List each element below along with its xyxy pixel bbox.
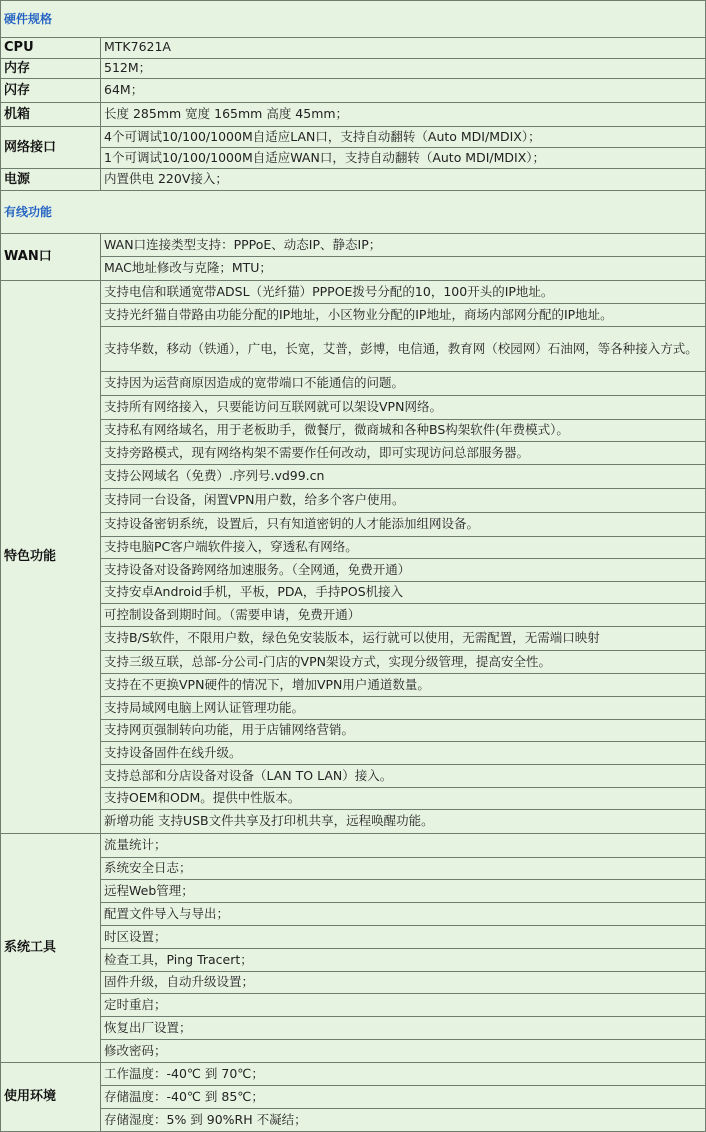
row-value-tools: 固件升级，自动升级设置；	[101, 972, 706, 994]
section-row-wired	[1, 191, 706, 234]
row-label-environment: 使用环境	[1, 1063, 101, 1132]
table-row	[1, 537, 706, 559]
row-label-features: 特色功能	[1, 281, 101, 834]
row-value-features: 支持因为运营商原因造成的宽带端口不能通信的问题。	[101, 372, 706, 396]
table-row	[1, 903, 706, 926]
row-value-features: 支持在不更换VPN硬件的情况下，增加VPN用户通道数量。	[101, 674, 706, 697]
row-value-features: 支持设备密钥系统，设置后，只有知道密钥的人才能添加组网设备。	[101, 513, 706, 537]
row-value-features: 支持电信和联通宽带ADSL（光纤猫）PPPOE拨号分配的10，100开头的IP地址。	[101, 281, 706, 304]
table-row	[1, 697, 706, 720]
table-row	[1, 765, 706, 788]
row-value-features: 支持网页强制转向功能，用于店铺网络营销。	[101, 720, 706, 742]
table-row	[1, 1086, 706, 1109]
row-value-features: 支持局域网电脑上网认证管理功能。	[101, 697, 706, 720]
row-value-features: 支持私有网络域名，用于老板助手，微餐厅，微商城和各种BS构架软件(年费模式）。	[101, 420, 706, 442]
row-value-features: 支持安卓Android手机，平板，PDA，手持POS机接入	[101, 582, 706, 604]
table-row	[1, 79, 706, 103]
table-row	[1, 880, 706, 903]
row-value-features: 支持光纤猫自带路由功能分配的IP地址，小区物业分配的IP地址，商场内部网分配的IP地址。	[101, 304, 706, 327]
table-row	[1, 582, 706, 604]
table-row	[1, 926, 706, 949]
table-row	[1, 559, 706, 582]
row-value-features: 支持OEM和ODM。提供中性版本。	[101, 788, 706, 810]
row-label-tools: 系统工具	[1, 834, 101, 1063]
section-title-wired: 有线功能	[4, 204, 53, 219]
table-row	[1, 788, 706, 810]
row-value-features: 支持总部和分店设备对设备（LAN TO LAN）接入。	[101, 765, 706, 788]
table-row	[1, 674, 706, 697]
table-row	[1, 148, 706, 169]
table-row	[1, 234, 706, 257]
table-row	[1, 169, 706, 191]
row-value-environment: 存储温度：-40℃ 到 85℃；	[101, 1086, 706, 1109]
table-row	[1, 38, 706, 59]
row-label-cpu: CPU	[1, 38, 101, 59]
row-value-tools: 定时重启；	[101, 994, 706, 1017]
table-row	[1, 465, 706, 489]
table-row	[1, 1063, 706, 1086]
row-value-flash: 64M；	[101, 79, 706, 103]
row-value-chassis: 长度 285mm 宽度 165mm 高度 45mm；	[101, 103, 706, 127]
table-row	[1, 949, 706, 972]
section-row-hardware	[1, 1, 706, 38]
table-row	[1, 627, 706, 651]
row-value-wan: MAC地址修改与克隆；MTU；	[101, 257, 706, 281]
table-row	[1, 810, 706, 834]
section-header-wired	[1, 191, 706, 234]
row-value-network-lan: 4个可调试10/100/1000M自适应LAN口，支持自动翻转（Auto MDI/MDIX）；	[101, 127, 706, 148]
row-value-power: 内置供电 220V接入；	[101, 169, 706, 191]
table-row	[1, 720, 706, 742]
row-value-tools: 时区设置；	[101, 926, 706, 949]
table-row	[1, 58, 706, 79]
row-value-features: 支持公网域名（免费）.序列号.vd99.cn	[101, 465, 706, 489]
row-value-tools: 远程Web管理；	[101, 880, 706, 903]
table-row	[1, 103, 706, 127]
table-row	[1, 742, 706, 765]
table-row	[1, 1109, 706, 1132]
table-row	[1, 604, 706, 627]
row-value-tools: 修改密码；	[101, 1040, 706, 1063]
table-row	[1, 420, 706, 442]
row-label-chassis: 机箱	[1, 103, 101, 127]
table-row	[1, 304, 706, 327]
row-label-flash: 闪存	[1, 79, 101, 103]
table-row	[1, 834, 706, 858]
row-value-features: 可控制设备到期时间。（需要申请，免费开通）	[101, 604, 706, 627]
row-value-features: 支持旁路模式，现有网络构架不需要作任何改动，即可实现访问总部服务器。	[101, 442, 706, 465]
table-row	[1, 1040, 706, 1063]
row-value-features: 支持所有网络接入，只要能访问互联网就可以架设VPN网络。	[101, 396, 706, 420]
row-value-environment: 工作温度：-40℃ 到 70℃；	[101, 1063, 706, 1086]
table-row	[1, 1017, 706, 1040]
row-label-network: 网络接口	[1, 127, 101, 169]
table-row	[1, 372, 706, 396]
table-row	[1, 442, 706, 465]
row-value-environment: 存储湿度：5% 到 90%RH 不凝结；	[101, 1109, 706, 1132]
table-row	[1, 858, 706, 880]
table-row	[1, 994, 706, 1017]
row-value-tools: 流量统计；	[101, 834, 706, 858]
row-value-features: 支持设备对设备跨网络加速服务。（全网通，免费开通）	[101, 559, 706, 582]
section-header-hardware	[1, 1, 706, 38]
row-value-features: 支持华数，移动（铁通），广电，长宽，艾普，彭博，电信通，教育网（校园网）石油网，等各种接入方式。	[101, 327, 706, 372]
table-row	[1, 489, 706, 513]
table-row	[1, 513, 706, 537]
row-label-power: 电源	[1, 169, 101, 191]
table-row	[1, 327, 706, 372]
row-label-memory: 内存	[1, 58, 101, 79]
table-row	[1, 127, 706, 148]
table-row	[1, 257, 706, 281]
row-value-features: 支持三级互联，总部-分公司-门店的VPN架设方式，实现分级管理，提高安全性。	[101, 651, 706, 674]
row-value-features: 新增功能 支持USB文件共享及打印机共享，远程唤醒功能。	[101, 810, 706, 834]
table-row	[1, 396, 706, 420]
table-row	[1, 651, 706, 674]
row-value-cpu: MTK7621A	[101, 38, 706, 59]
row-value-tools: 检查工具，Ping Tracert；	[101, 949, 706, 972]
row-value-tools: 配置文件导入与导出；	[101, 903, 706, 926]
section-title-hardware: 硬件规格	[4, 11, 53, 26]
row-value-network-wan: 1个可调试10/100/1000M自适应WAN口，支持自动翻转（Auto MDI/MDIX）；	[101, 148, 706, 169]
row-value-features: 支持同一台设备，闲置VPN用户数，给多个客户使用。	[101, 489, 706, 513]
row-value-features: 支持设备固件在线升级。	[101, 742, 706, 765]
row-value-features: 支持B/S软件，不限用户数，绿色免安装版本，运行就可以使用，无需配置，无需端口映射	[101, 627, 706, 651]
row-label-wan: WAN口	[1, 234, 101, 281]
row-value-memory: 512M；	[101, 58, 706, 79]
table-row	[1, 972, 706, 994]
row-value-tools: 恢复出厂设置；	[101, 1017, 706, 1040]
row-value-features: 支持电脑PC客户端软件接入，穿透私有网络。	[101, 537, 706, 559]
table-row	[1, 281, 706, 304]
row-value-tools: 系统安全日志；	[101, 858, 706, 880]
row-value-wan: WAN口连接类型支持：PPPoE、动态IP、静态IP；	[101, 234, 706, 257]
